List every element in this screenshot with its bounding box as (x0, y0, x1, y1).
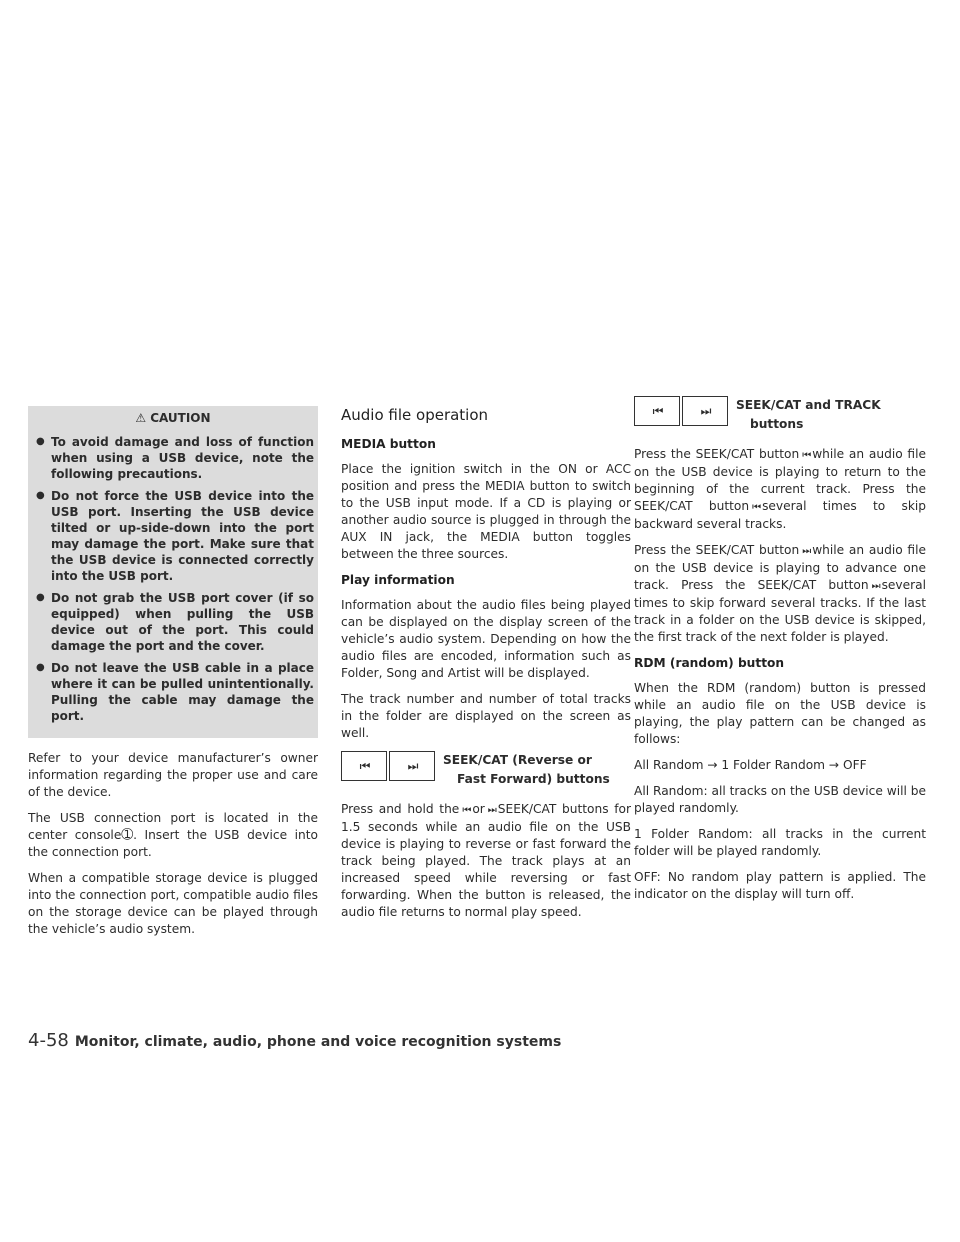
media-paragraph: Place the ignition switch in the ON or ACC position and press the MEDIA button to switch to the USB input mode. If a CD is playing or another audio source is plugged in through the AUX IN jack, the MEDIA button toggles between the three sources. (341, 462, 631, 561)
track-back-text-b: while an audio file on the USB device is playing to return to the beginning of the current track. Press the SEEK/CAT button (634, 447, 926, 513)
rewind-button-icon: ⏮ (634, 396, 680, 426)
rdm-sequence: All Random → 1 Folder Random → OFF (634, 758, 867, 772)
chapter-title: Monitor, climate, audio, phone and voice recognition systems (74, 1034, 562, 1050)
folder-random-paragraph: 1 Folder Random: all tracks in the current folder will be played randomly. (634, 827, 926, 858)
track-forward-text-a: Press the SEEK/CAT button (634, 543, 800, 557)
caution-box (28, 406, 318, 738)
seek-text-or: or (472, 802, 485, 816)
track-back-text-a: Press the SEEK/CAT button (634, 447, 800, 461)
seek-text-a: Press and hold the (341, 802, 460, 816)
seek-caption (443, 751, 610, 789)
forward-icon: ⏭ (487, 805, 495, 816)
warning-icon: ⚠ (135, 410, 147, 425)
all-random-paragraph: All Random: all tracks on the USB device will be played randomly. (634, 784, 926, 815)
owner-info-paragraph: Refer to your device manufacturer’s owner information regarding the proper use and care of the device. (28, 751, 318, 799)
rewind-icon: ⏮ (752, 502, 760, 513)
forward-button-icon: ⏭ (389, 751, 435, 781)
track-forward-text-c: several times to skip forward several tracks. If the last track in a folder on the USB device is skipped, the first track of the next folder is played. (634, 578, 926, 644)
column-1 (28, 406, 318, 947)
track-forward-text-b: while an audio file on the USB device is playing to advance one track. Press the SEEK/CAT button (634, 543, 926, 592)
rewind-icon: ⏮ (462, 805, 470, 816)
track-back-paragraph (634, 446, 926, 533)
forward-icon: ⏭ (802, 546, 810, 557)
play-info-paragraph-1: Information about the audio files being played can be displayed on the display screen of the vehicle’s audio system. Depending on how the audio files are encoded, information such as Folder, Song and Artist will be displayed. (341, 598, 631, 680)
column-2 (341, 406, 631, 930)
rewind-button-icon: ⏮ (341, 751, 387, 781)
off-paragraph: OFF: No random play pattern is applied. The indicator on the display will turn off. (634, 870, 926, 901)
page-footer (28, 1030, 561, 1051)
track-caption (736, 396, 881, 434)
seek-caption-line-1: SEEK/CAT (Reverse or (443, 753, 592, 767)
track-caption-line-2: buttons (750, 417, 804, 431)
callout-1-marker: ➀ (121, 827, 134, 843)
track-back-text-c: several times to skip backward several tracks. (634, 499, 927, 531)
caution-item: ● Do not leave the USB cable in a place where it can be pulled unintentionally. Pulling the cable may damage the port. (36, 660, 314, 724)
usb-port-text-a: The USB connection port is located in the center console (28, 811, 318, 842)
caution-item: ● Do not force the USB device into the USB port. Inserting the USB device tilted or up-side-down into the port may damage the port. Make sure that the USB device is connected correctly into the USB port. (36, 488, 314, 584)
section-title: Audio file operation (341, 406, 489, 424)
play-info-paragraph-2: The track number and number of total tracks in the folder are displayed on the screen as well. (341, 692, 631, 740)
caution-item: ● Do not grab the USB port cover (if so equipped) when pulling the USB device out of the port. This could damage the port and the cover. (36, 590, 314, 654)
page-number: 4-58 (28, 1030, 69, 1051)
column-3 (634, 398, 927, 912)
caution-list (28, 430, 318, 724)
media-heading: MEDIA button (341, 437, 436, 451)
forward-button-icon: ⏭ (682, 396, 728, 426)
caution-item: ● To avoid damage and loss of function when using a USB device, note the following precautions. (36, 434, 314, 482)
storage-device-paragraph: When a compatible storage device is plugged into the connection port, compatible audio files on the storage device can be played through the vehicle’s audio system. (28, 871, 318, 936)
track-buttons-illustration (634, 396, 926, 434)
rdm-heading: RDM (random) button (634, 656, 785, 670)
track-forward-paragraph (634, 542, 926, 646)
rewind-icon: ⏮ (802, 450, 810, 461)
rdm-paragraph: When the RDM (random) button is pressed while an audio file on the USB device is playing, the play pattern can be changed as follows: (634, 681, 926, 746)
seek-caption-line-2: Fast Forward) buttons (457, 772, 610, 786)
forward-icon: ⏭ (871, 581, 879, 592)
caution-header (28, 406, 318, 430)
usb-port-text-b: . Insert the USB device into the connection port. (28, 828, 318, 859)
play-info-heading: Play information (341, 573, 455, 587)
seek-buttons-illustration (341, 751, 631, 789)
seek-paragraph (341, 801, 631, 921)
seek-text-b: SEEK/CAT buttons for 1.5 seconds while an audio file on the USB device is playing to reverse or fast forward the track being played. The track plays at an increased speed while reversing or fast forwarding. When the button is released, the audio file returns to normal play speed. (341, 802, 631, 919)
usb-port-paragraph (28, 810, 318, 861)
caution-title: CAUTION (150, 410, 211, 425)
track-caption-line-1: SEEK/CAT and TRACK (736, 398, 881, 412)
